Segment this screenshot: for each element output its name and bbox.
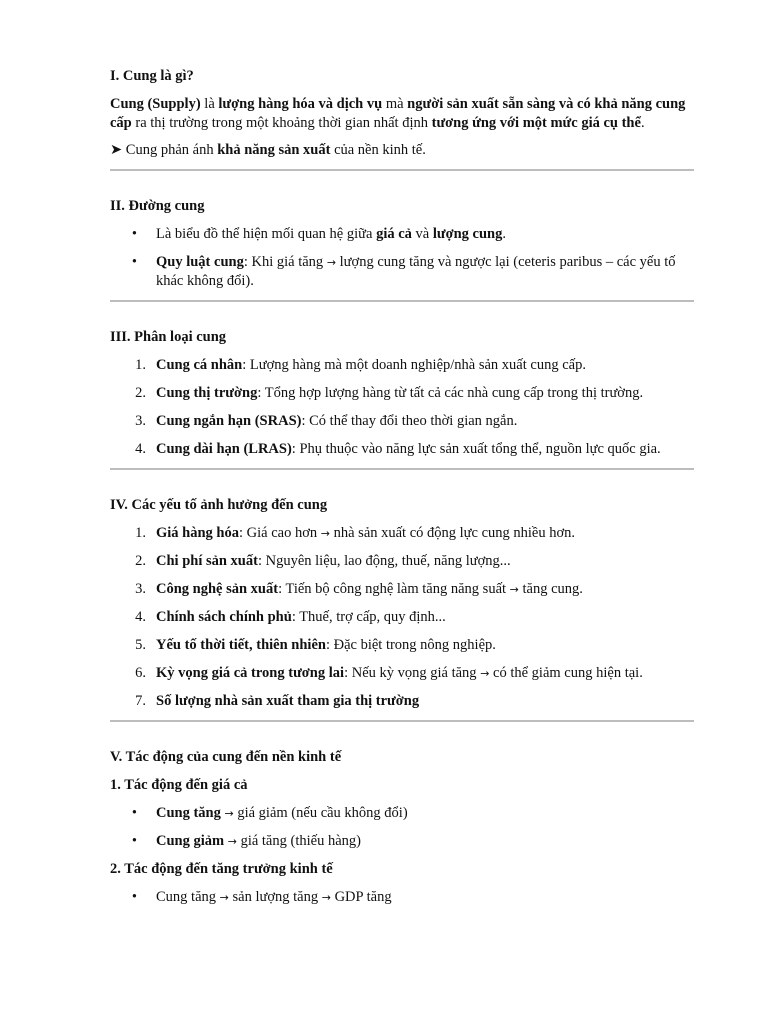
text-run: : Giá cao hơn — [239, 525, 321, 541]
text-run: lượng cung tăng và ngược lại (ceteris paribus – các yếu tố khác không đổi). — [156, 254, 676, 289]
text-run: của nền kinh tế. — [330, 142, 426, 158]
list-number: 7. — [135, 693, 146, 709]
list-item — [110, 692, 694, 711]
bold-text: Công nghệ sản xuất — [156, 581, 279, 597]
section-what-is-supply — [110, 67, 694, 160]
list-number: 1. — [135, 525, 146, 541]
bold-text: Cung tăng — [156, 805, 221, 821]
bold-text: Chính sách chính phủ — [156, 609, 292, 625]
text-run: : Đặc biệt trong nông nghiệp. — [325, 637, 496, 653]
text-run: nhà sản xuất có động lực cung nhiều hơn. — [329, 525, 576, 541]
list-number: 4. — [135, 609, 146, 625]
section-heading: I. Cung là gì? — [110, 68, 194, 84]
section-heading: II. Đường cung — [110, 198, 205, 214]
bold-text: Quy luật cung — [156, 254, 244, 270]
list-item — [110, 552, 694, 571]
bullet-icon: • — [131, 889, 137, 905]
arrow-icon: → — [321, 891, 331, 904]
list-item — [110, 636, 694, 655]
bullet-icon: • — [131, 226, 137, 242]
section-heading: IV. Các yếu tố ảnh hưởng đến cung — [110, 497, 328, 513]
bullet-icon: • — [131, 254, 137, 270]
bold-text: Số lượng nhà sản xuất tham gia thị trường — [156, 693, 420, 709]
text-run: : Lượng hàng mà một doanh nghiệp/nhà sản xuất cung cấp. — [242, 357, 586, 373]
text-run: GDP tăng — [330, 889, 392, 905]
list-item — [110, 888, 694, 907]
bullet-icon: • — [131, 805, 137, 821]
growth-impact-list — [110, 888, 694, 907]
bold-text: Cung giảm — [156, 833, 225, 849]
text-run: . — [502, 226, 506, 242]
list-number: 5. — [135, 637, 146, 653]
bold-text: Cung dài hạn (LRAS) — [156, 441, 292, 457]
supply-curve-list — [110, 225, 694, 291]
supply-factors-list — [110, 524, 694, 711]
list-item — [110, 832, 694, 851]
price-impact-list — [110, 804, 694, 851]
section-supply-factors — [110, 470, 694, 711]
text-run: : Có thể thay đổi theo thời gian ngắn. — [301, 413, 518, 429]
text-run: : Nếu kỳ vọng giá tăng — [344, 665, 481, 681]
list-item — [110, 580, 694, 599]
list-number: 1. — [135, 357, 146, 373]
text-run: : Phụ thuộc vào năng lực sản xuất tổng thể, nguồn lực quốc gia. — [291, 441, 661, 457]
list-number: 6. — [135, 665, 146, 681]
arrow-icon: → — [480, 667, 490, 680]
list-number: 2. — [135, 385, 146, 401]
text-run: : Tiến bộ công nghệ làm tăng năng suất — [278, 581, 510, 597]
list-item — [110, 524, 694, 543]
text-run: ra thị trường trong một khoảng thời gian nhất định — [131, 115, 432, 131]
list-item — [110, 225, 694, 244]
list-item — [110, 440, 694, 459]
list-item — [110, 384, 694, 403]
arrow-icon: → — [219, 891, 229, 904]
bold-text: người sản xuất sẵn sàng và có khả năng cung cấp — [110, 96, 686, 131]
list-item — [110, 412, 694, 431]
text-run: : Tổng hợp lượng hàng từ tất cả các nhà cung cấp trong thị trường. — [257, 385, 644, 401]
arrow-icon: → — [509, 583, 519, 596]
text-run: là — [200, 96, 219, 112]
bold-text: khả năng sản xuất — [217, 142, 331, 158]
text-run: Là biểu đồ thể hiện mối quan hệ giữa — [156, 226, 377, 242]
list-number: 4. — [135, 441, 146, 457]
text-run: mà — [382, 96, 408, 112]
list-number: 2. — [135, 553, 146, 569]
section-supply-impact — [110, 722, 694, 907]
bold-text: Yếu tố thời tiết, thiên nhiên — [156, 637, 326, 653]
text-run: . — [640, 115, 645, 131]
arrow-icon: → — [227, 835, 237, 848]
supply-types-list — [110, 356, 694, 459]
text-run: và — [411, 226, 433, 242]
sub-heading-price: 1. Tác động đến giá cả — [110, 777, 248, 793]
bold-text: lượng hàng hóa và dịch vụ — [218, 96, 383, 112]
bold-text: Cung ngắn hạn (SRAS) — [156, 413, 302, 429]
section-heading: V. Tác động của cung đến nền kinh tế — [110, 749, 342, 765]
bold-text: Kỳ vọng giá cả trong tương lai — [156, 665, 345, 681]
list-item — [110, 608, 694, 627]
text-run: : Khi giá tăng — [243, 254, 327, 270]
arrow-icon: → — [320, 527, 330, 540]
bullet-icon: • — [131, 833, 137, 849]
list-number: 3. — [135, 413, 146, 429]
list-item — [110, 804, 694, 823]
section-heading: III. Phân loại cung — [110, 329, 227, 345]
bold-text: lượng cung — [432, 226, 503, 242]
text-run: giá tăng (thiếu hàng) — [236, 833, 361, 849]
bold-text: Chi phí sản xuất — [156, 553, 258, 569]
list-item — [110, 253, 694, 291]
bold-text: Cung cá nhân — [156, 357, 243, 373]
sub-heading-growth: 2. Tác động đến tăng trưởng kinh tế — [110, 861, 333, 877]
list-number: 3. — [135, 581, 146, 597]
text-run: : Nguyên liệu, lao động, thuế, năng lượng... — [257, 553, 511, 569]
text-run: giá giảm (nếu cầu không đổi) — [233, 805, 408, 821]
bold-text: giá cả — [376, 226, 412, 242]
text-run: sản lượng tăng — [228, 889, 322, 905]
supply-note — [110, 141, 694, 160]
section-supply-types — [110, 302, 694, 459]
text-run: ➤ Cung phản ánh — [110, 142, 218, 158]
bold-text: Giá hàng hóa — [156, 525, 239, 541]
text-run: có thể giảm cung hiện tại. — [489, 665, 643, 681]
arrow-icon: → — [224, 807, 234, 820]
list-item — [110, 356, 694, 375]
bold-text: Cung (Supply) — [110, 96, 201, 112]
arrow-icon: → — [326, 256, 337, 269]
text-run: tăng cung. — [518, 581, 583, 597]
section-supply-curve — [110, 171, 694, 291]
bold-text: Cung thị trường — [156, 385, 258, 401]
list-item — [110, 664, 694, 683]
supply-definition — [110, 95, 694, 133]
bold-text: tương ứng với một mức giá cụ thể — [431, 115, 641, 131]
text-run: Cung tăng — [156, 889, 220, 905]
text-run: : Thuế, trợ cấp, quy định... — [291, 609, 446, 625]
